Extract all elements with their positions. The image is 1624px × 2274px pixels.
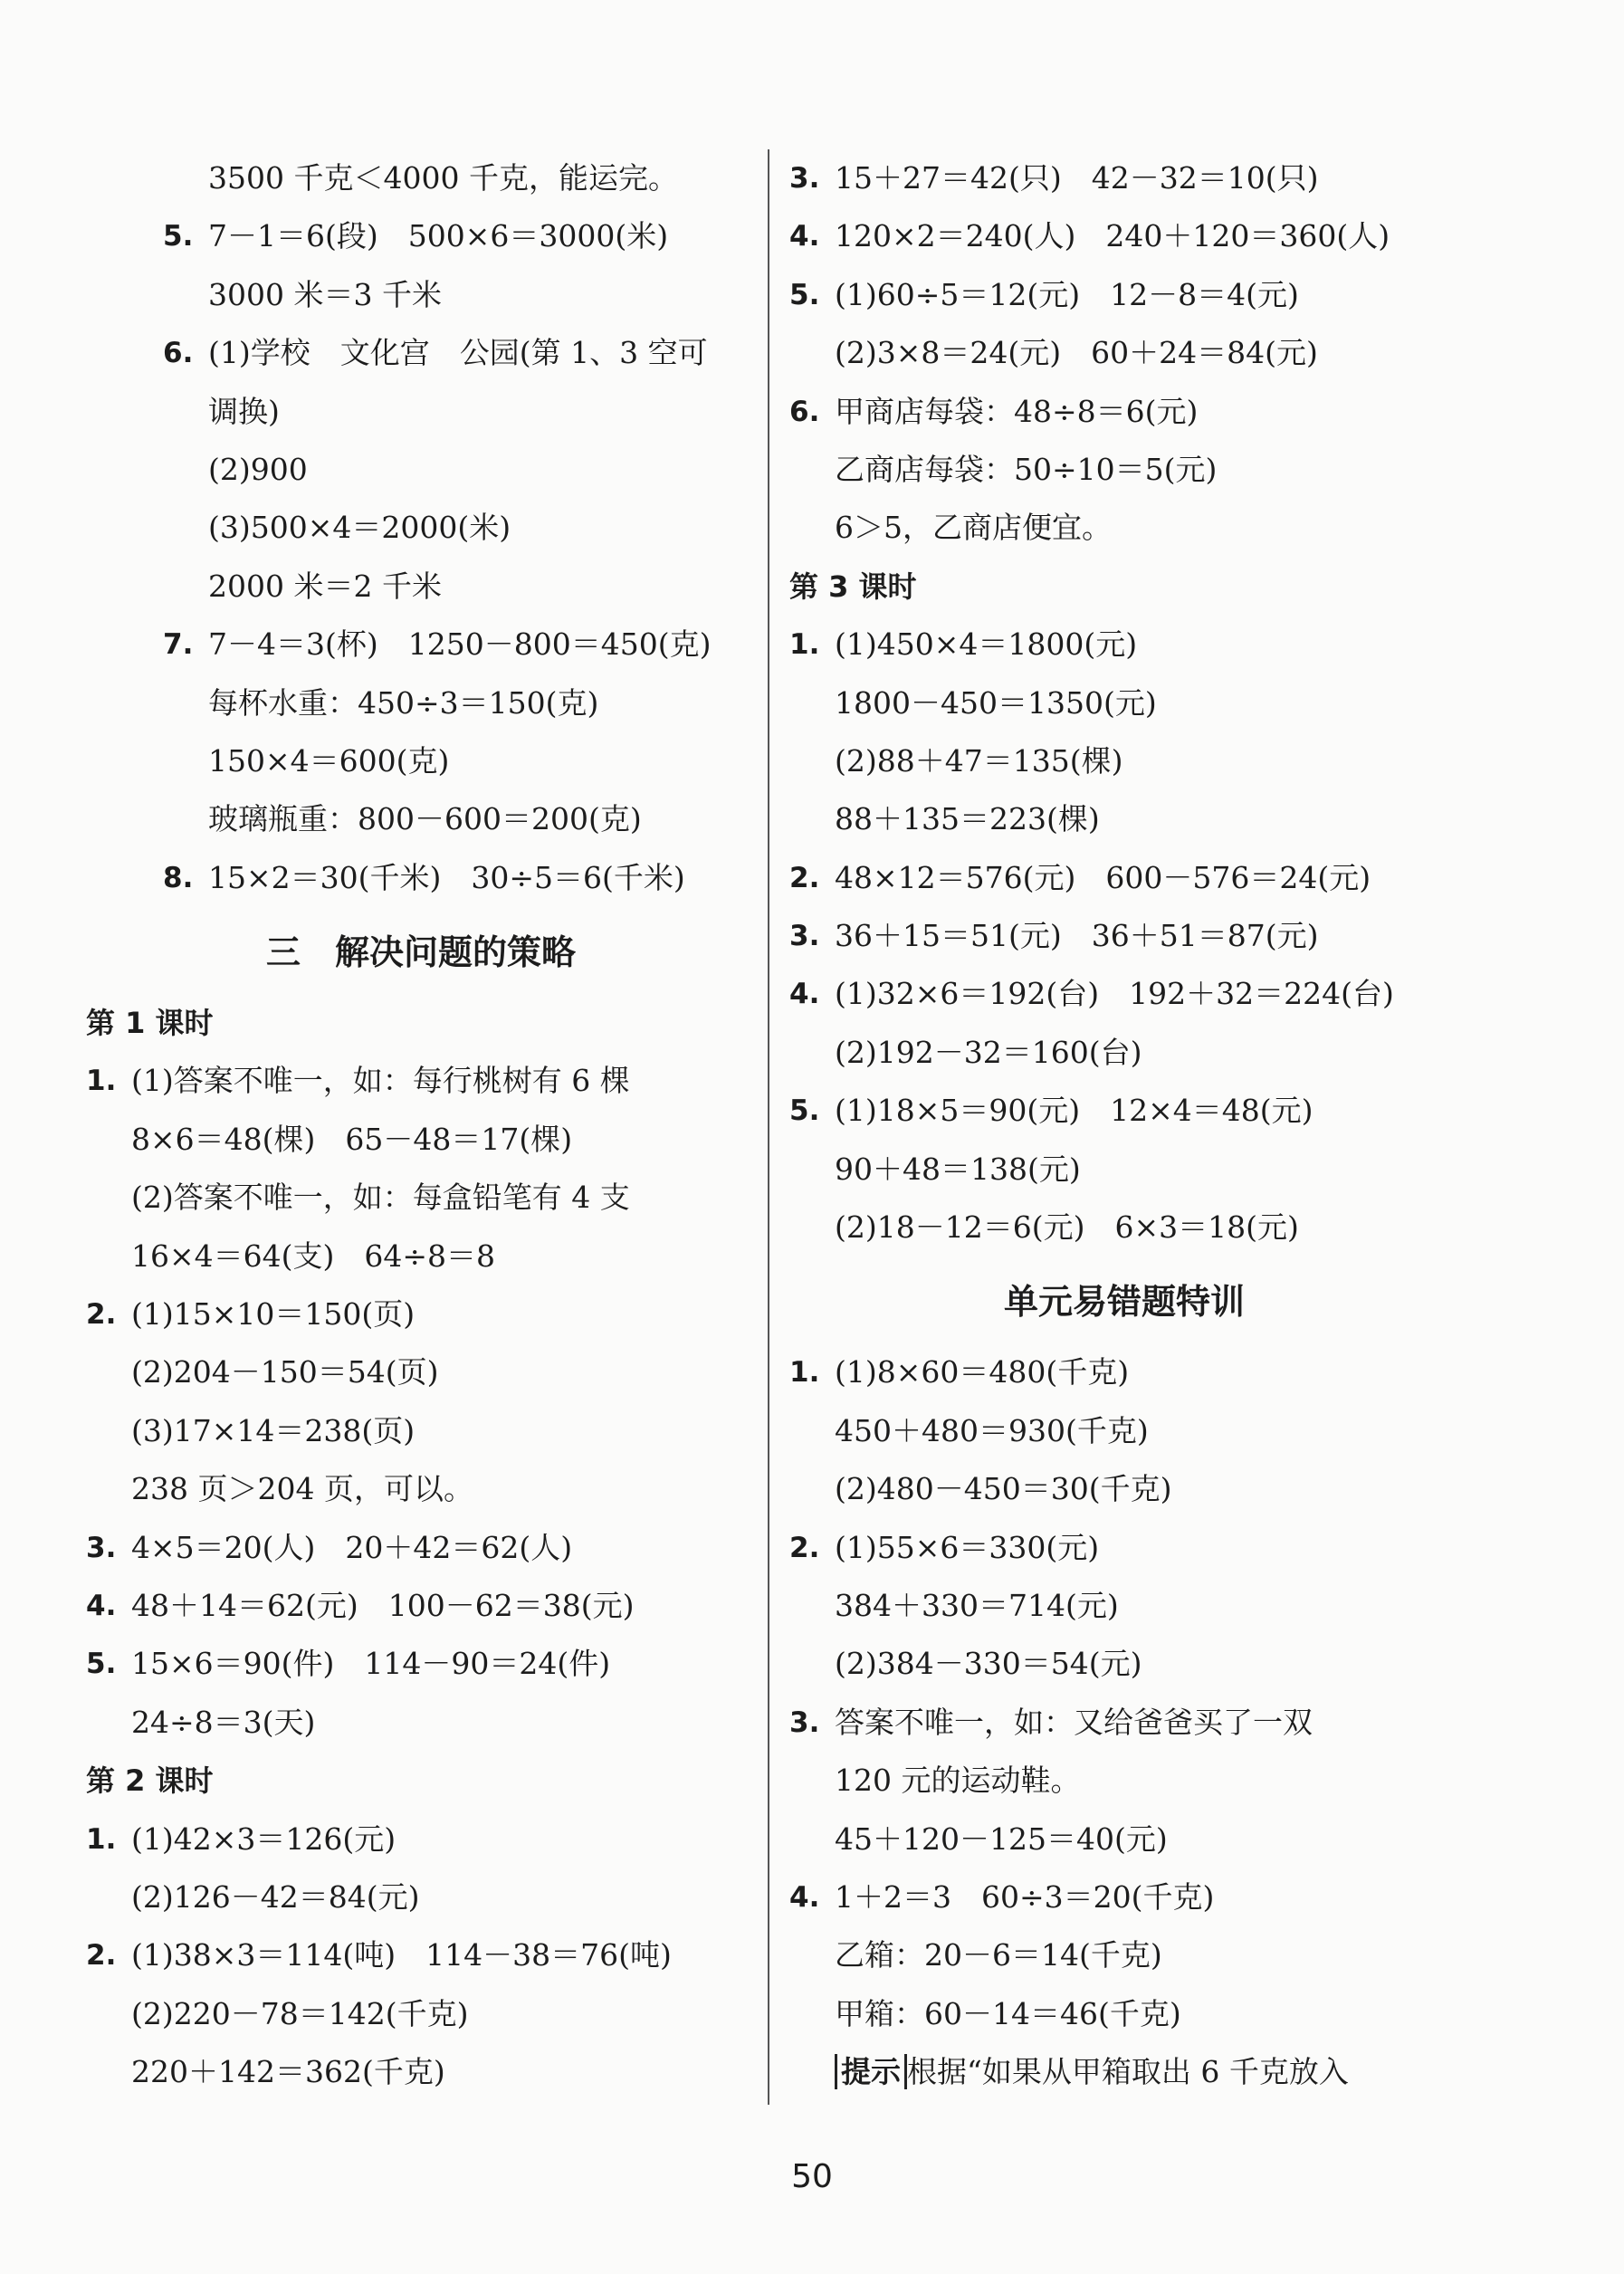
answer-item: [789, 965, 1459, 1023]
line-text: (2)384－330＝54(元): [835, 1646, 1142, 1682]
answer-line: [86, 266, 756, 324]
line-text: 7－4＝3(杯) 1250－800＝450(克): [208, 626, 712, 663]
line-text: 16×4＝64(支) 64÷8＝8: [131, 1237, 496, 1274]
answer-item: [789, 1868, 1459, 1926]
item-number: 5.: [789, 1094, 820, 1128]
item-number: 2.: [789, 861, 820, 894]
answer-item: [86, 1519, 756, 1577]
answer-line: [789, 1199, 1459, 1256]
item-number: 3.: [789, 1706, 820, 1739]
line-text: 甲箱：60－14＝46(千克): [835, 1995, 1181, 2031]
answer-item: [86, 849, 756, 907]
answer-line: [789, 1402, 1459, 1460]
answer-item: [789, 1694, 1459, 1752]
line-text: 48×12＝576(元) 600－576＝24(元): [835, 859, 1371, 895]
line-text: (2)3×8＝24(元) 60＋24＝84(元): [835, 335, 1318, 371]
line-text: 45＋120－125＝40(元): [835, 1820, 1168, 1857]
line-text: (3)500×4＝2000(米): [208, 510, 511, 546]
answer-item: [86, 207, 756, 265]
item-number: 4.: [789, 978, 820, 1011]
item-number: 1.: [789, 628, 820, 662]
line-text: 答案不唯一，如：又给爸爸买了一双: [835, 1704, 1313, 1740]
answer-item: [86, 1811, 756, 1868]
answer-line: [789, 1460, 1459, 1518]
line-text: (2)220－78＝142(千克): [131, 1995, 469, 2031]
answer-line: [789, 790, 1459, 848]
answer-item: [789, 1343, 1459, 1401]
answer-line: [86, 558, 756, 616]
answer-line: [86, 674, 756, 732]
answer-line: [789, 732, 1459, 790]
answer-line: [86, 2043, 756, 2101]
answer-item: [789, 616, 1459, 674]
answer-line: [789, 2043, 1459, 2101]
lesson-heading: 第 2 课时: [86, 1763, 214, 1799]
item-number: 7.: [163, 628, 194, 662]
line-text: 3500 千克＜4000 千克，能运完。: [208, 160, 678, 196]
answer-item: [86, 1635, 756, 1693]
line-text: 238 页＞204 页，可以。: [131, 1471, 473, 1507]
lesson-heading: 第 1 课时: [86, 1006, 214, 1041]
answer-line: [789, 674, 1459, 732]
line-text: 450＋480＝930(千克): [835, 1412, 1149, 1448]
line-text: 120×2＝240(人) 240＋120＝360(人): [835, 218, 1390, 254]
line-text: 2000 米＝2 千米: [208, 568, 442, 604]
line-text: 150×4＝600(克): [208, 742, 450, 779]
item-number: 2.: [789, 1531, 820, 1564]
line-text: (1)42×3＝126(元): [131, 1820, 396, 1857]
line-text: (1)8×60＝480(千克): [835, 1354, 1130, 1390]
line-text: 6＞5，乙商店便宜。: [835, 510, 1112, 546]
line-text: 3000 米＝3 千米: [208, 276, 442, 312]
answer-line: [86, 149, 756, 207]
answer-item: [789, 383, 1459, 441]
line-text: (1)18×5＝90(元) 12×4＝48(元): [835, 1093, 1314, 1129]
line-text: 1800－450＝1350(元): [835, 684, 1157, 721]
hint-label: 提示: [835, 2054, 907, 2089]
line-text: 15×2＝30(千米) 30÷5＝6(千米): [208, 859, 685, 895]
item-number: 1.: [86, 1822, 117, 1856]
line-text: 120 元的运动鞋。: [835, 1763, 1081, 1799]
line-text: (2)204－150＝54(页): [131, 1354, 439, 1390]
answer-item: [789, 1082, 1459, 1140]
answer-line: [789, 1811, 1459, 1868]
answer-line: [789, 1926, 1459, 1984]
answer-line: [789, 441, 1459, 499]
line-text: 调换): [208, 393, 280, 429]
item-number: 2.: [86, 1939, 117, 1973]
line-text: 乙箱：20－6＝14(千克): [835, 1937, 1162, 1973]
line-text: (2)900: [208, 451, 308, 487]
line-text: 7－1＝6(段) 500×6＝3000(米): [208, 218, 669, 254]
answer-line: [86, 1868, 756, 1926]
line-text: (2)480－450＝30(千克): [835, 1471, 1172, 1507]
section-title: 单元易错题特训: [1003, 1282, 1245, 1323]
line-text: (2)192－32＝160(台): [835, 1034, 1142, 1070]
item-number: 8.: [163, 861, 194, 894]
answer-item: [789, 266, 1459, 324]
left-column: [86, 149, 756, 2102]
line-text: (1)450×4＝1800(元): [835, 626, 1138, 663]
answer-line: [789, 1024, 1459, 1082]
line-text: 4×5＝20(人) 20＋42＝62(人): [131, 1529, 573, 1565]
line-text: (3)17×14＝238(页): [131, 1412, 416, 1448]
answer-line: [86, 1402, 756, 1460]
line-text: (2)88＋47＝135(棵): [835, 742, 1123, 779]
line-text: (1)55×6＝330(元): [835, 1529, 1100, 1565]
line-text: 每杯水重：450÷3＝150(克): [208, 684, 599, 721]
answer-line: [86, 499, 756, 557]
answer-line: [789, 1141, 1459, 1199]
line-text: (1)15×10＝150(页): [131, 1296, 416, 1333]
item-number: 6.: [163, 337, 194, 370]
section-title: 三 解决问题的策略: [265, 932, 576, 973]
line-text: 88＋135＝223(棵): [835, 801, 1100, 837]
line-text: 220＋142＝362(千克): [131, 2054, 445, 2090]
answer-item: [789, 149, 1459, 207]
line-text: 15×6＝90(件) 114－90＝24(件): [131, 1646, 611, 1682]
line-text: 90＋48＝138(元): [835, 1151, 1081, 1187]
item-number: 4.: [86, 1589, 117, 1622]
line-text: 根据“如果从甲箱取出 6 千克放入: [907, 2054, 1349, 2090]
line-text: 15＋27＝42(只) 42－32＝10(只): [835, 160, 1319, 196]
page-number: 50: [791, 2158, 833, 2195]
answer-line: [86, 1343, 756, 1401]
answer-line: [789, 1577, 1459, 1635]
line-text: (1)学校 文化宫 公园(第 1、3 空可: [208, 335, 708, 371]
line-text: (2)答案不唯一，如：每盒铅笔有 4 支: [131, 1180, 630, 1216]
item-number: 4.: [789, 1880, 820, 1914]
line-text: 384＋330＝714(元): [835, 1587, 1119, 1623]
answer-line: [86, 732, 756, 790]
answer-item: [789, 207, 1459, 265]
answer-line: [86, 1460, 756, 1518]
line-text: (1)32×6＝192(台) 192＋32＝224(台): [835, 976, 1394, 1012]
answer-line: [86, 790, 756, 848]
line-text: 1＋2＝3 60÷3＝20(千克): [835, 1878, 1215, 1915]
line-text: (2)18－12＝6(元) 6×3＝18(元): [835, 1209, 1299, 1246]
line-text: 甲商店每袋：48÷8＝6(元): [835, 393, 1199, 429]
item-number: 5.: [789, 278, 820, 311]
line-text: 玻璃瓶重：800－600＝200(克): [208, 801, 642, 837]
answer-line: [86, 1228, 756, 1285]
item-number: 1.: [86, 1065, 117, 1098]
item-number: 6.: [789, 395, 820, 428]
line-text: (1)答案不唯一，如：每行桃树有 6 棵: [131, 1063, 630, 1099]
line-text: (1)60÷5＝12(元) 12－8＝4(元): [835, 276, 1299, 312]
answer-item: [789, 1519, 1459, 1577]
answer-item: [86, 1926, 756, 1984]
answer-line: [86, 1169, 756, 1227]
item-number: 3.: [789, 920, 820, 953]
answer-item: [86, 324, 756, 382]
item-number: 3.: [789, 162, 820, 195]
answer-line: [86, 1985, 756, 2043]
answer-item: [789, 907, 1459, 965]
answer-item: [789, 849, 1459, 907]
lesson-heading: 第 3 课时: [789, 568, 917, 604]
answer-item: [86, 1052, 756, 1110]
item-number: 1.: [789, 1356, 820, 1390]
answer-line: [789, 499, 1459, 557]
item-number: 3.: [86, 1531, 117, 1564]
line-text: (1)38×3＝114(吨) 114－38＝76(吨): [131, 1937, 672, 1973]
item-number: 5.: [86, 1648, 117, 1681]
item-number: 2.: [86, 1298, 117, 1332]
line-text: 24÷8＝3(天): [131, 1704, 316, 1740]
line-text: 乙商店每袋：50÷10＝5(元): [835, 451, 1218, 487]
column-divider: [768, 149, 769, 2105]
item-number: 5.: [163, 220, 194, 253]
answer-item: [86, 1285, 756, 1343]
answer-line: [86, 441, 756, 499]
answer-line: [789, 1985, 1459, 2043]
answer-line: [86, 383, 756, 441]
right-column: [789, 149, 1459, 2102]
line-text: 48＋14＝62(元) 100－62＝38(元): [131, 1587, 635, 1623]
answer-item: [86, 616, 756, 674]
answer-line: [789, 1635, 1459, 1693]
answer-line: [789, 1752, 1459, 1810]
line-text: 36＋15＝51(元) 36＋51＝87(元): [835, 918, 1319, 954]
line-text: (2)126－42＝84(元): [131, 1878, 420, 1915]
item-number: 4.: [789, 220, 820, 253]
line-text: 8×6＝48(棵) 65－48＝17(棵): [131, 1121, 573, 1157]
answer-line: [789, 324, 1459, 382]
answer-line: [86, 1694, 756, 1752]
answer-item: [86, 1577, 756, 1635]
answer-line: [86, 1111, 756, 1169]
